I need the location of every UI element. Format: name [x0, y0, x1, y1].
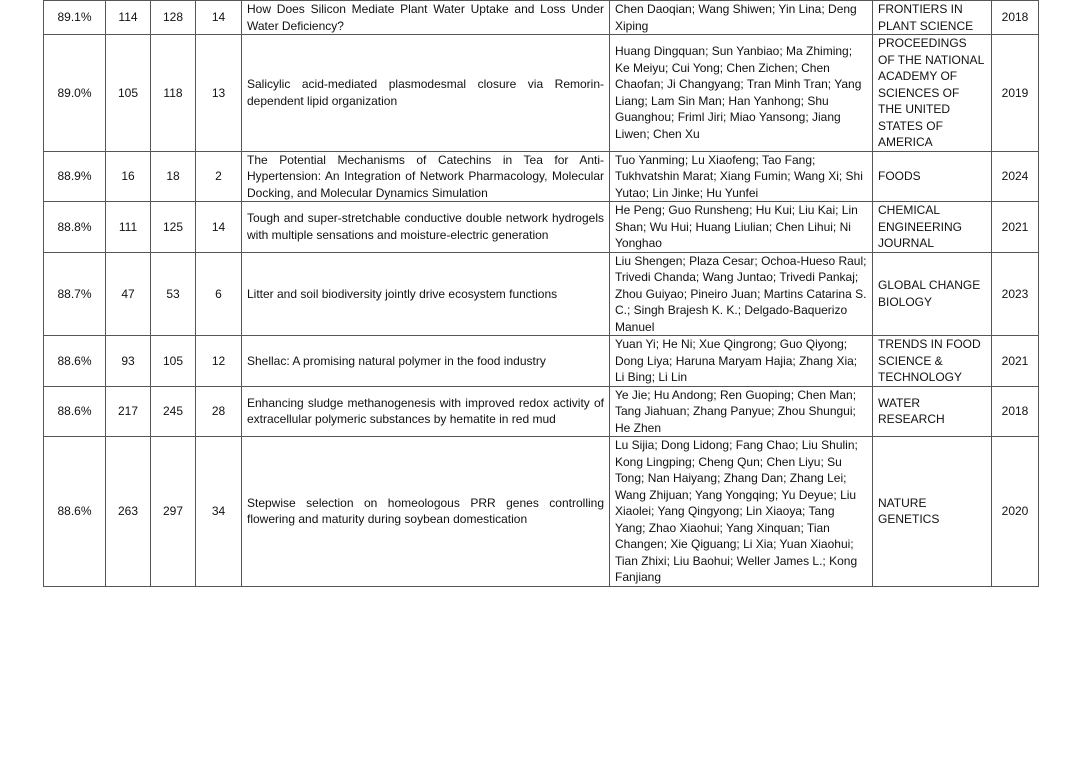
authors-cell: He Peng; Guo Runsheng; Hu Kui; Liu Kai; Lin Shan; Wu Hui; Huang Liulian; Chen Lihui; Ni Yonghao	[610, 202, 873, 253]
journal-cell: WATER RESEARCH	[873, 386, 992, 437]
title-cell: Enhancing sludge methanogenesis with improved redox activity of extracellular polymeric substances by hematite in red mud	[242, 386, 610, 437]
count-cell: 125	[151, 202, 196, 253]
journal-cell: FOODS	[873, 151, 992, 202]
count-cell: 53	[151, 252, 196, 336]
percent-cell: 88.6%	[44, 386, 106, 437]
journal-cell: FRONTIERS IN PLANT SCIENCE	[873, 1, 992, 35]
authors-cell: Tuo Yanming; Lu Xiaofeng; Tao Fang; Tukhvatshin Marat; Xiang Fumin; Wang Xi; Shi Yutao; Lin Jinke; Hu Yunfei	[610, 151, 873, 202]
title-cell: Tough and super-stretchable conductive double network hydrogels with multiple sensations and moisture-electric generation	[242, 202, 610, 253]
table-row	[44, 202, 1039, 253]
percent-cell: 88.8%	[44, 202, 106, 253]
count-cell: 114	[106, 1, 151, 35]
count-cell: 217	[106, 386, 151, 437]
percent-cell: 89.0%	[44, 35, 106, 152]
count-cell: 297	[151, 437, 196, 587]
year-cell: 2021	[992, 336, 1039, 387]
count-cell: 47	[106, 252, 151, 336]
count-cell: 245	[151, 386, 196, 437]
percent-cell: 89.1%	[44, 1, 106, 35]
percent-cell: 88.7%	[44, 252, 106, 336]
count-cell: 16	[106, 151, 151, 202]
authors-cell: Ye Jie; Hu Andong; Ren Guoping; Chen Man; Tang Jiahuan; Zhang Panyue; Zhou Shungui; He Zhen	[610, 386, 873, 437]
count-cell: 12	[196, 336, 242, 387]
title-cell: Salicylic acid-mediated plasmodesmal closure via Remorin-dependent lipid organization	[242, 35, 610, 152]
journal-cell: NATURE GENETICS	[873, 437, 992, 587]
count-cell: 93	[106, 336, 151, 387]
year-cell: 2021	[992, 202, 1039, 253]
title-cell: Litter and soil biodiversity jointly drive ecosystem functions	[242, 252, 610, 336]
journal-cell: TRENDS IN FOOD SCIENCE & TECHNOLOGY	[873, 336, 992, 387]
count-cell: 6	[196, 252, 242, 336]
count-cell: 263	[106, 437, 151, 587]
count-cell: 14	[196, 1, 242, 35]
title-cell: The Potential Mechanisms of Catechins in Tea for Anti-Hypertension: An Integration of Network Pharmacology, Molecular Docking, and Molecular Dynamics Simulation	[242, 151, 610, 202]
count-cell: 14	[196, 202, 242, 253]
title-cell: Shellac: A promising natural polymer in the food industry	[242, 336, 610, 387]
journal-cell: CHEMICAL ENGINEERING JOURNAL	[873, 202, 992, 253]
authors-cell: Yuan Yi; He Ni; Xue Qingrong; Guo Qiyong; Dong Liya; Haruna Maryam Hajia; Zhang Xia; Li Bing; Li Lin	[610, 336, 873, 387]
authors-cell: Chen Daoqian; Wang Shiwen; Yin Lina; Deng Xiping	[610, 1, 873, 35]
count-cell: 18	[151, 151, 196, 202]
count-cell: 105	[151, 336, 196, 387]
journal-cell: PROCEEDINGS OF THE NATIONAL ACADEMY OF SCIENCES OF THE UNITED STATES OF AMERICA	[873, 35, 992, 152]
authors-cell: Liu Shengen; Plaza Cesar; Ochoa-Hueso Raul; Trivedi Chanda; Wang Juntao; Trivedi Pankaj; Zhou Guiyao; Pineiro Juan; Martins Catarina S. C.; Singh Brajesh K. K.; Delgado-Baquerizo Manuel	[610, 252, 873, 336]
year-cell: 2020	[992, 437, 1039, 587]
count-cell: 34	[196, 437, 242, 587]
year-cell: 2024	[992, 151, 1039, 202]
table-row	[44, 386, 1039, 437]
year-cell: 2019	[992, 35, 1039, 152]
count-cell: 118	[151, 35, 196, 152]
count-cell: 128	[151, 1, 196, 35]
percent-cell: 88.6%	[44, 336, 106, 387]
year-cell: 2023	[992, 252, 1039, 336]
journal-cell: GLOBAL CHANGE BIOLOGY	[873, 252, 992, 336]
year-cell: 2018	[992, 386, 1039, 437]
percent-cell: 88.6%	[44, 437, 106, 587]
authors-cell: Huang Dingquan; Sun Yanbiao; Ma Zhiming; Ke Meiyu; Cui Yong; Chen Zichen; Chen Chaofan; Ji Changyang; Tran Minh Tran; Yang Liang; Lam Sin Man; Han Yanhong; Shu Guanghou; Friml Jiri; Miao Yansong; Jiang Liwen; Chen Xu	[610, 35, 873, 152]
table-row	[44, 437, 1039, 587]
table-row	[44, 252, 1039, 336]
count-cell: 2	[196, 151, 242, 202]
papers-table	[43, 0, 1039, 587]
papers-table-body	[44, 1, 1039, 587]
title-cell: Stepwise selection on homeologous PRR genes controlling flowering and maturity during soybean domestication	[242, 437, 610, 587]
table-row	[44, 35, 1039, 152]
count-cell: 13	[196, 35, 242, 152]
percent-cell: 88.9%	[44, 151, 106, 202]
count-cell: 105	[106, 35, 151, 152]
year-cell: 2018	[992, 1, 1039, 35]
title-cell: How Does Silicon Mediate Plant Water Uptake and Loss Under Water Deficiency?	[242, 1, 610, 35]
table-row	[44, 151, 1039, 202]
count-cell: 28	[196, 386, 242, 437]
authors-cell: Lu Sijia; Dong Lidong; Fang Chao; Liu Shulin; Kong Lingping; Cheng Qun; Chen Liyu; Su Tong; Nan Haiyang; Zhang Dan; Zhang Lei; Wang Zhijuan; Yang Yongqing; Yu Deyue; Liu Xiaolei; Yang Qingyong; Lin Xiaoya; Tang Yang; Zhao Xiaohui; Yang Xinquan; Tian Changen; Xie Qiguang; Li Xia; Yuan Xiaohui; Tian Zhixi; Liu Baohui; Weller James L.; Kong Fanjiang	[610, 437, 873, 587]
table-row	[44, 336, 1039, 387]
table-row	[44, 1, 1039, 35]
count-cell: 111	[106, 202, 151, 253]
